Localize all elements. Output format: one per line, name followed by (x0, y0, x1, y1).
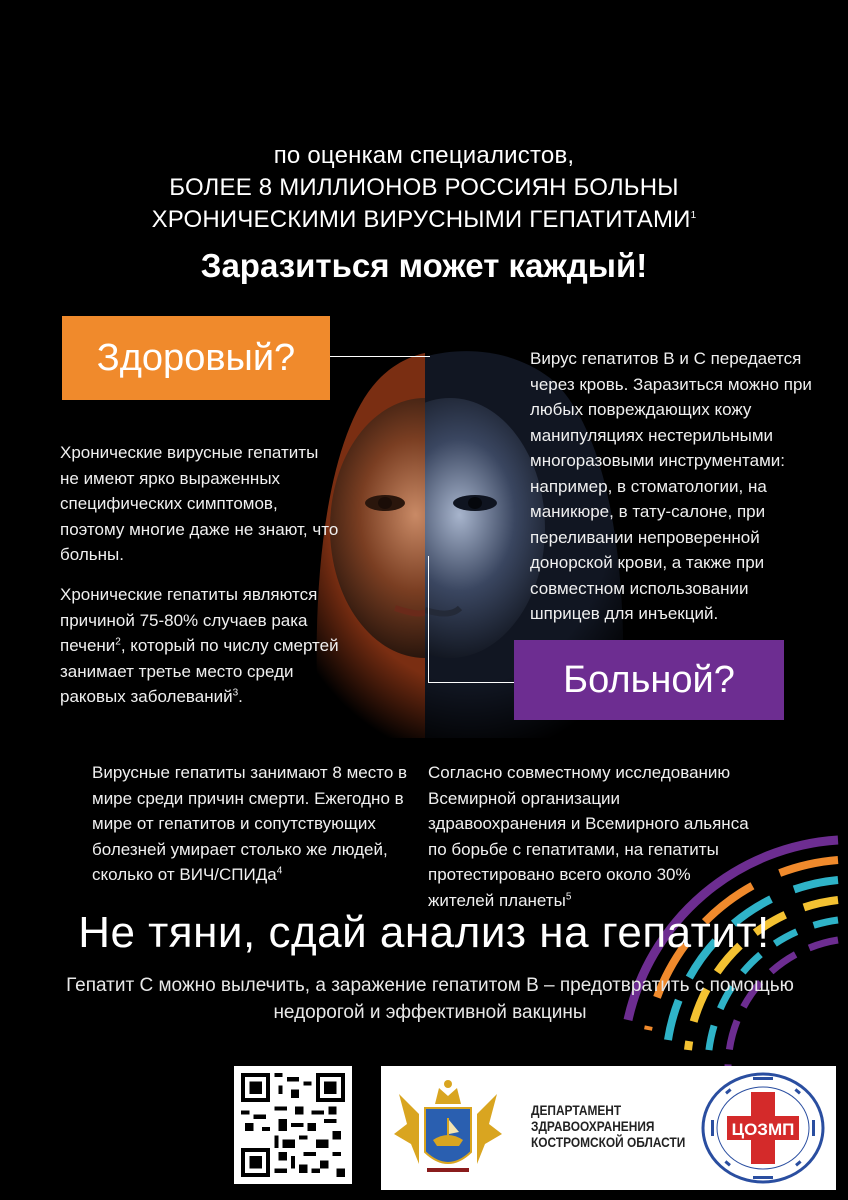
connector-line-vertical (428, 556, 429, 682)
liver-cancer-text-part2: , который по числу смертей занимает третье место среди раковых заболеваний (60, 636, 339, 706)
logos-panel (381, 1066, 836, 1190)
header-line-2: БОЛЕЕ 8 МИЛЛИОНОВ РОССИЯН БОЛЬНЫ (169, 174, 679, 201)
footnote-ref-4: 4 (276, 865, 283, 877)
czmp-seal-logo (697, 1070, 829, 1186)
header-line-1: по оценкам специалистов, (273, 142, 575, 169)
healthy-label: Здоровый? (96, 336, 296, 379)
testing-text-body: Согласно совместному исследованию Всемирной организации здравоохранения и Всемирного альянса по борьбе с гепатитами, на гепатиты протестировано всего около 30% жителей планеты (428, 763, 749, 910)
department-name (531, 1102, 685, 1150)
mortality-text (92, 760, 422, 888)
liver-cancer-text-part3: . (238, 687, 243, 706)
qr-code[interactable] (234, 1066, 352, 1184)
transmission-text: Вирус гепатитов В и С передается через кровь. Заразиться можно при любых повреждающих кожу манипуляциях нестерильными многоразовыми инструментами: например, в стоматологии, на маникюре, в тату-салоне, при переливании непроверенной донорской крови, а также при совместном использовании шприцев для инъекций. (530, 349, 812, 623)
department-name-line-3: КОСТРОМСКОЙ ОБЛАСТИ (531, 1134, 686, 1150)
header-line-3-text: ХРОНИЧЕСКИМИ ВИРУСНЫМИ ГЕПАТИТАМИ (151, 206, 691, 233)
footnote-ref-2: 2 (115, 636, 121, 648)
page-title: Заразиться может каждый! (200, 247, 648, 284)
liver-cancer-text (60, 582, 340, 710)
mortality-text-body: Вирусные гепатиты занимают 8 место в мире среди причин смерти. Ежегодно в мире от гепатитов и сопутствующих болезней умирает столько же людей, сколько от ВИЧ/СПИДа (92, 763, 408, 884)
sick-label: Больной? (563, 658, 735, 701)
symptoms-text: Хронические вирусные гепатиты не имеют ярко выраженных специфических симптомов, поэтому многие даже не знают, что больны. (60, 443, 339, 564)
header-line-3 (0, 204, 848, 236)
sick-label-box (514, 640, 784, 720)
footnote-ref-5: 5 (565, 890, 572, 902)
connector-line-bottom (428, 682, 514, 683)
healthy-label-box (62, 316, 330, 400)
call-to-action: Не тяни, сдай анализ на гепатит! (78, 908, 770, 957)
header (0, 140, 848, 286)
footnote-ref-3: 3 (232, 687, 239, 699)
connector-line-top (330, 356, 430, 357)
department-name-line-1: ДЕПАРТАМЕНТ (531, 1102, 622, 1118)
footnote-ref-1: 1 (690, 210, 697, 221)
liver-cancer-text-part1: Хронические гепатиты являются причиной 75-80% случаев рака печени (60, 585, 318, 655)
call-to-action-subtext: Гепатит С можно вылечить, а заражение гепатитом В – предотвратить с помощью недорогой и эффективной вакцины (66, 975, 794, 1023)
seal-text: ЦОЗМП (731, 1120, 795, 1139)
department-name-line-2: ЗДРАВООХРАНЕНИЯ (531, 1118, 655, 1134)
kostroma-coat-of-arms-icon (389, 1074, 507, 1184)
